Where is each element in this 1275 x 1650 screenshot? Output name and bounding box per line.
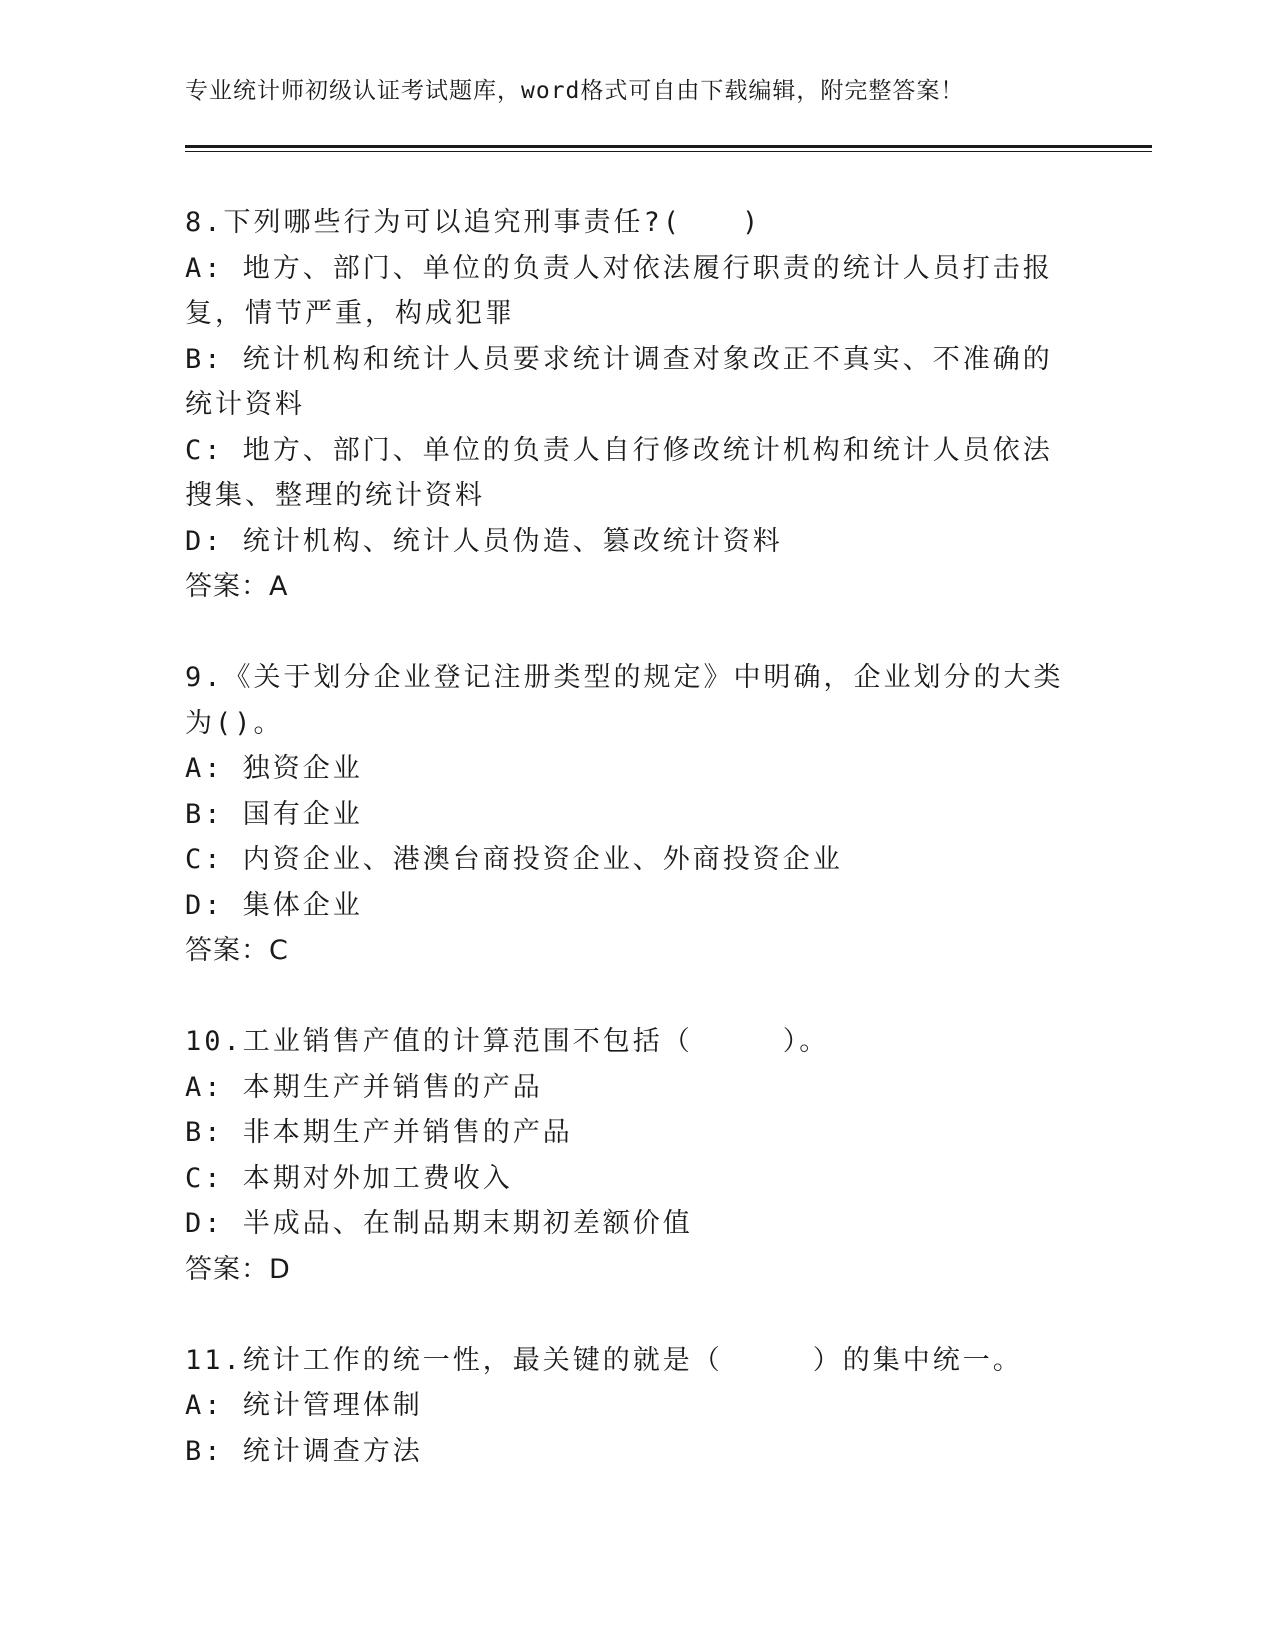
question-10	[185, 1019, 1065, 1292]
option-b: B: 非本期生产并销售的产品	[185, 1117, 573, 1148]
question-stem: 11.统计工作的统一性，最关键的就是（ ）的集中统一。	[185, 1344, 1023, 1376]
answer-line: 答案：C	[185, 935, 289, 966]
option-b: B: 统计机构和统计人员要求统计调查对象改正不真实、不准确的统计资料	[185, 343, 1053, 420]
option-d: D: 半成品、在制品期末期初差额价值	[185, 1208, 693, 1239]
option-d: D: 统计机构、统计人员伪造、篡改统计资料	[185, 525, 783, 557]
option-b: B: 统计调查方法	[185, 1435, 423, 1467]
option-b: B: 国有企业	[185, 798, 363, 830]
option-a: A: 本期生产并销售的产品	[185, 1071, 543, 1103]
option-c: C: 地方、部门、单位的负责人自行修改统计机构和统计人员依法搜集、整理的统计资料	[185, 434, 1053, 511]
question-stem: 10.工业销售产值的计算范围不包括（ ）。	[185, 1026, 830, 1057]
question-list	[185, 200, 1065, 1520]
question-9	[185, 655, 1065, 974]
header-divider-thin	[185, 151, 1152, 152]
document-header: 专业统计师初级认证考试题库，word格式可自由下载编辑，附完整答案！	[185, 78, 965, 104]
option-a: A: 统计管理体制	[185, 1390, 423, 1421]
question-stem: 9.《关于划分企业登记注册类型的规定》中明确，企业划分的大类为()。	[185, 662, 1064, 739]
option-a: A: 独资企业	[185, 753, 363, 784]
header-divider-thick	[185, 145, 1152, 148]
answer-line: 答案：D	[185, 1253, 291, 1285]
question-8	[185, 200, 1065, 610]
question-11	[185, 1338, 1065, 1475]
option-d: D: 集体企业	[185, 889, 363, 921]
option-c: C: 内资企业、港澳台商投资企业、外商投资企业	[185, 844, 843, 875]
question-stem: 8.下列哪些行为可以追究刑事责任?( )	[185, 207, 762, 238]
option-a: A: 地方、部门、单位的负责人对依法履行职责的统计人员打击报复，情节严重，构成犯罪	[185, 252, 1053, 329]
answer-line: 答案：A	[185, 571, 289, 602]
option-c: C: 本期对外加工费收入	[185, 1162, 513, 1194]
